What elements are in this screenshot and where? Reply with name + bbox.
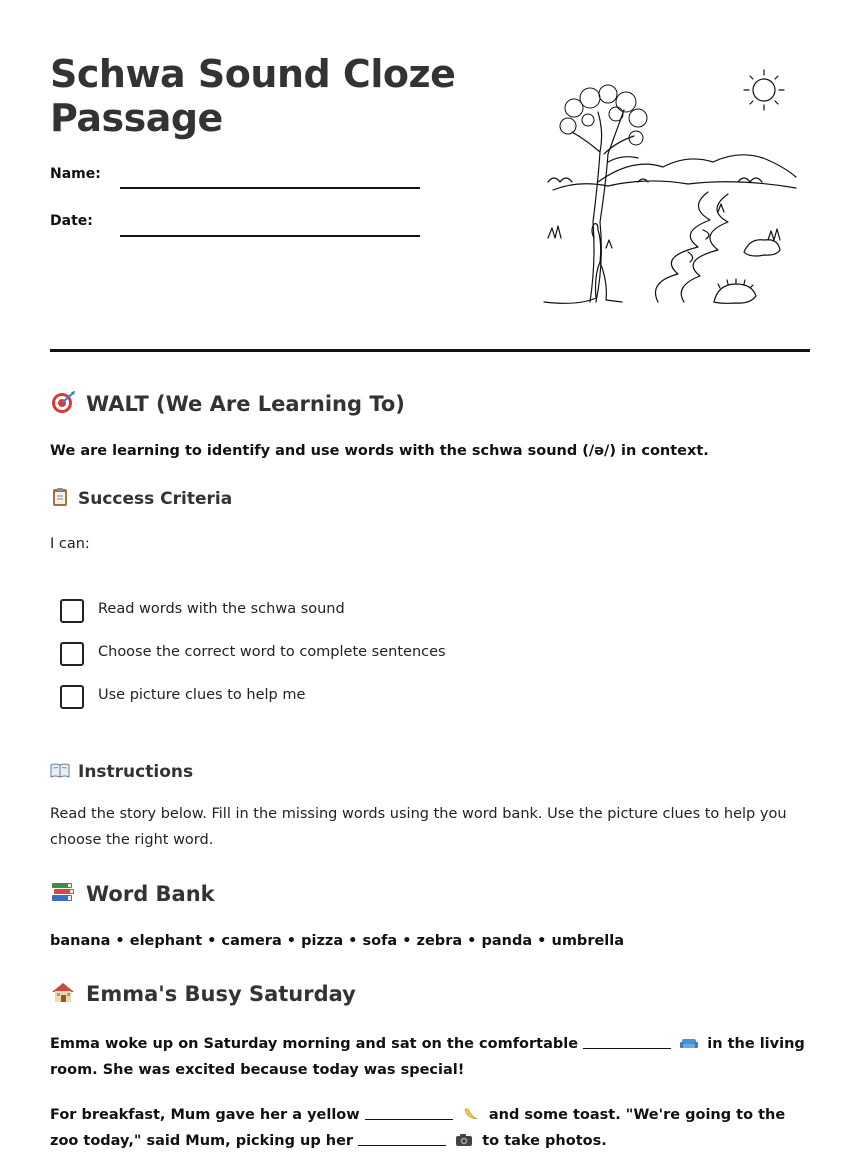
story-p2-text-a: For breakfast, Mum gave her a yellow [50,1107,360,1123]
criteria-label: Read words with the schwa sound [98,601,345,617]
success-intro: I can: [50,536,90,552]
sofa-blank[interactable] [583,1035,671,1049]
walt-heading-text: WALT (We Are Learning To) [86,392,405,416]
story-paragraph-1 [50,1031,810,1083]
clipboard-icon [50,487,70,507]
wombat-figure [744,240,780,256]
date-field[interactable] [120,235,420,237]
success-criteria-heading-text: Success Criteria [78,489,233,509]
walt-heading [50,390,405,416]
instructions-heading-text: Instructions [78,762,194,782]
word-bank-heading-text: Word Bank [86,882,215,906]
target-dart-icon [50,390,76,414]
sun-icon [744,70,784,110]
story-heading [50,980,356,1006]
story-p2-text-c: to take photos. [482,1133,607,1149]
name-label: Name: [50,166,101,182]
echidna-figure [714,284,756,303]
worksheet-page [50,0,810,1161]
landscape-illustration [538,62,798,312]
criteria-checkbox[interactable] [60,599,84,623]
books-icon [50,880,76,904]
instructions-heading [50,760,193,782]
criteria-checkbox[interactable] [60,685,84,709]
open-book-icon [50,760,70,780]
header-divider [50,349,810,352]
sofa-icon [680,1036,698,1050]
story-paragraph-2 [50,1102,810,1154]
criteria-checkbox[interactable] [60,642,84,666]
word-bank-heading [50,880,215,906]
page-title: Schwa Sound Cloze Passage [50,52,456,140]
house-icon [50,980,76,1004]
story-p1-text-b: in the living room. She was excited because today was special! [50,1036,805,1078]
success-criteria-heading [50,487,232,509]
date-label: Date: [50,213,93,229]
camera-blank[interactable] [358,1132,446,1146]
camera-icon [455,1133,473,1147]
walt-text: We are learning to identify and use words with the schwa sound (/ə/) in context. [50,443,709,459]
word-bank-words: banana • elephant • camera • pizza • sofa • zebra • panda • umbrella [50,933,625,949]
criteria-label: Choose the correct word to complete sentences [98,644,446,660]
story-p2-text-b: and some toast. "We're going to the zoo today," said Mum, picking up her [50,1107,786,1149]
banana-blank[interactable] [365,1106,453,1120]
banana-icon [462,1107,480,1121]
name-field[interactable] [120,187,420,189]
story-heading-text: Emma's Busy Saturday [86,982,356,1006]
story-p1-text-a: Emma woke up on Saturday morning and sat on the comfortable [50,1036,579,1052]
instructions-text: Read the story below. Fill in the missing words using the word bank. Use the picture clues to help you choose the right word. [50,806,787,848]
criteria-label: Use picture clues to help me [98,687,306,703]
